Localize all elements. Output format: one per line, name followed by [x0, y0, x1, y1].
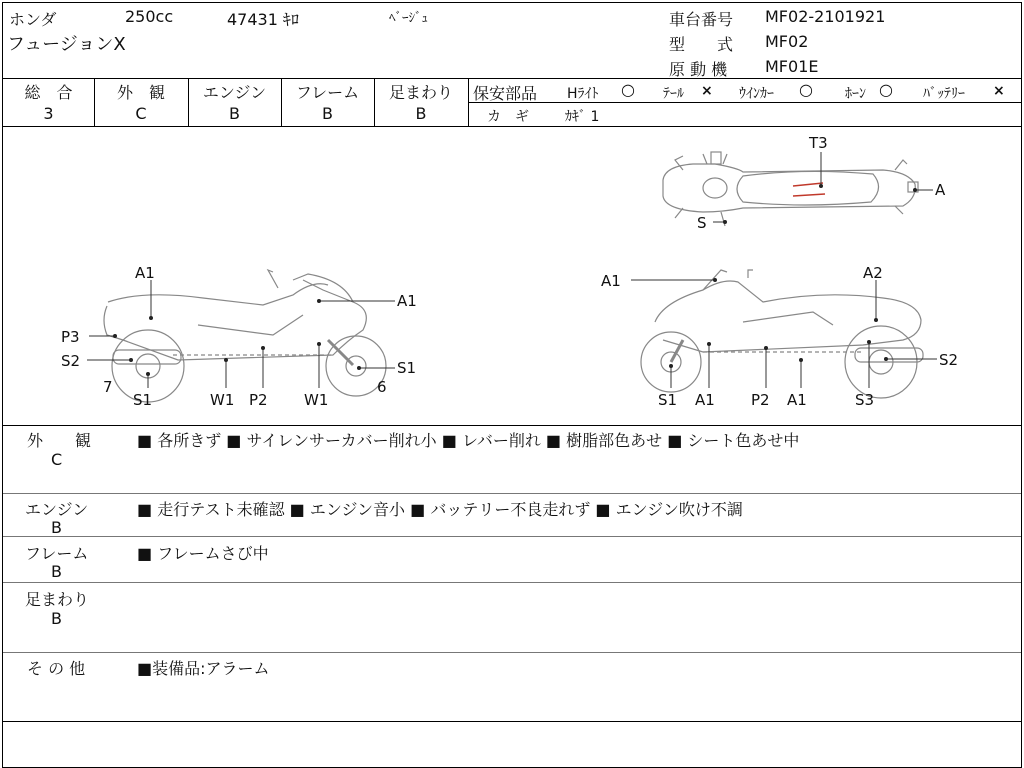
divider: [3, 78, 1021, 79]
key-label: カ ギ: [487, 109, 529, 125]
engine-grade-value: B: [229, 104, 240, 123]
divider: [3, 721, 1021, 722]
section-label: 外 観: [27, 431, 92, 450]
diagram-label: W1: [304, 391, 329, 409]
diagram-label: A: [935, 181, 946, 199]
suspension-grade-value: B: [415, 104, 427, 123]
section-text: ■ 各所きず ■ サイレンサーカバー削れ小 ■ レバー削れ ■ 樹脂部色あせ ■ シート色あせ中: [137, 431, 800, 450]
section-grade: B: [51, 518, 62, 537]
color: ﾍﾞｰｼﾞｭ: [389, 11, 428, 26]
type-value: MF02: [765, 32, 809, 51]
diagram-label: A1: [695, 391, 715, 409]
winker-status: ○: [799, 80, 813, 99]
section-label: 足まわり: [25, 590, 90, 609]
maker: ホンダ: [9, 10, 57, 29]
diagram-label: A2: [863, 264, 883, 282]
battery-status: ×: [993, 83, 1005, 99]
diagram-label: A1: [601, 272, 621, 290]
diagram-label: P2: [751, 391, 770, 409]
diagram-label: S1: [397, 359, 417, 377]
divider: [3, 582, 1021, 583]
exterior-label: 外 観: [116, 83, 165, 102]
model-name: フュージョンX: [7, 34, 126, 55]
damage-diagram: [3, 130, 1021, 425]
divider: [3, 536, 1021, 537]
frame-grade-value: B: [322, 104, 333, 123]
divider: [468, 78, 469, 126]
diagram-label: S1: [133, 391, 153, 409]
inspection-sheet: [2, 2, 1022, 768]
diagram-label: S3: [855, 391, 875, 409]
suspension-grade-label: 足まわり: [388, 83, 453, 102]
safety-label: 保安部品: [473, 84, 538, 103]
horn-label: ﾎｰﾝ: [845, 86, 866, 102]
headlight-label: Hﾗｲﾄ: [567, 86, 599, 102]
section-grade: C: [51, 450, 63, 469]
section-label: エンジン: [25, 500, 89, 519]
exterior-value: C: [135, 104, 147, 123]
divider: [3, 493, 1021, 494]
section-text: ■ 走行テスト未確認 ■ エンジン音小 ■ バッテリー不良走れず ■ エンジン吹け不調: [137, 500, 743, 519]
headlight-status: ○: [621, 80, 635, 99]
diagram-label: T3: [809, 134, 828, 152]
section-label: フレーム: [25, 544, 89, 563]
diagram-label: A1: [397, 292, 417, 310]
divider: [3, 425, 1021, 426]
type-label: 型 式: [669, 35, 734, 54]
displacement: 250cc: [125, 7, 174, 26]
right-side-scooter: [641, 270, 923, 398]
section-label: そ の 他: [27, 659, 86, 678]
winker-label: ｳｲﾝｶｰ: [739, 86, 774, 102]
diagram-label: A1: [787, 391, 807, 409]
key-value: ｶｷﾞ 1: [565, 109, 600, 125]
section-grade: B: [51, 609, 62, 628]
tail-status: ×: [701, 83, 713, 99]
mileage: 47431 ｷﾛ: [227, 10, 299, 29]
section-text: ■ フレームさび中: [137, 544, 269, 563]
engine-model-label: 原 動 機: [669, 60, 728, 79]
engine-model-value: MF01E: [765, 57, 819, 76]
diagram-label: 7: [103, 378, 113, 396]
diagram-label: A1: [135, 264, 155, 282]
horn-status: ○: [879, 80, 893, 99]
frame-grade-label: フレーム: [295, 83, 360, 102]
frame-no-label: 車台番号: [669, 10, 734, 29]
diagram-label: 6: [377, 378, 387, 396]
diagram-label: W1: [210, 391, 235, 409]
left-side-scooter: [104, 270, 386, 402]
section-grade: B: [51, 562, 62, 581]
diagram-label: S2: [939, 351, 959, 369]
tail-label: ﾃｰﾙ: [663, 86, 684, 102]
overall-label: 総 合: [24, 83, 73, 102]
engine-grade-label: エンジン: [202, 83, 267, 102]
battery-label: ﾊﾞｯﾃﾘｰ: [923, 86, 965, 102]
overall-value: 3: [43, 104, 54, 123]
diagram-label: P2: [249, 391, 268, 409]
divider: [3, 652, 1021, 653]
frame-no-value: MF02-2101921: [765, 7, 886, 26]
diagram-label: P3: [61, 328, 80, 346]
diagram-label: S: [697, 214, 707, 232]
section-text: ■装備品:アラーム: [137, 659, 270, 678]
diagram-label: S1: [658, 391, 678, 409]
divider: [3, 126, 1021, 127]
diagram-label: S2: [61, 352, 81, 370]
